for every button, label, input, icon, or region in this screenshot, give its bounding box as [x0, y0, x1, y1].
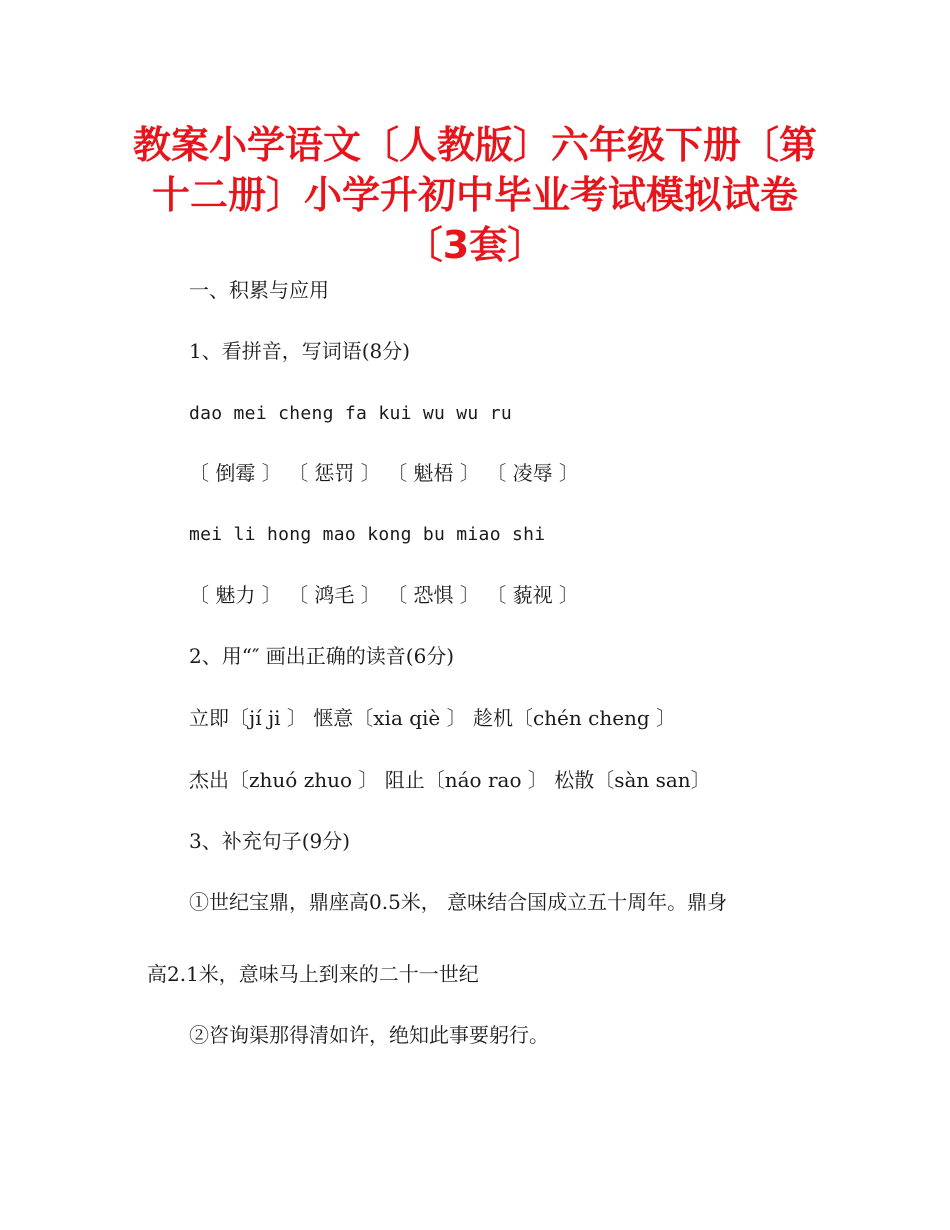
q1-pinyin-row-2: mei li hong mao kong bu miao shi — [189, 524, 546, 545]
q1-answers-row-1: 〔 倒霉 〕 〔 惩罚 〕 〔 魁梧 〕 〔 凌辱 〕 — [189, 461, 579, 485]
q3-item-2: ②咨询渠那得清如许，绝知此事要躬行。 — [189, 1023, 549, 1047]
q2-heading: 2、用“″ 画出正确的读音(6分) — [189, 644, 455, 668]
title-line-3: 〔3套〕 — [404, 223, 546, 267]
document-title — [120, 120, 830, 270]
q3-item-1-line-2: 高2.1米，意味马上到来的二十一世纪 — [147, 962, 479, 986]
section-heading: 一、积累与应用 — [189, 278, 329, 302]
q2-row-2: 杰出〔zhuó zhuo 〕 阻止〔náo rao 〕 松散〔sàn san〕 — [189, 768, 711, 792]
title-line-1: 教案小学语文〔人教版〕六年级下册〔第 — [132, 123, 817, 167]
q3-item-1-line-1: ①世纪宝鼎，鼎座高0.5米， 意味结合国成立五十周年。鼎身 — [189, 890, 728, 914]
title-line-2: 十二册〕小学升初中毕业考试模拟试卷 — [151, 173, 798, 217]
q1-heading: 1、看拼音，写词语(8分) — [189, 339, 411, 363]
q2-row-1: 立即〔jí ji 〕 惬意〔xia qiè 〕 趁机〔chén cheng 〕 — [189, 706, 677, 730]
q1-pinyin-row-1: dao mei cheng fa kui wu wu ru — [189, 403, 512, 424]
q3-heading: 3、补充句子(9分) — [189, 829, 351, 853]
q1-answers-row-2: 〔 魅力 〕 〔 鸿毛 〕 〔 恐惧 〕 〔 藐视 〕 — [189, 583, 579, 607]
